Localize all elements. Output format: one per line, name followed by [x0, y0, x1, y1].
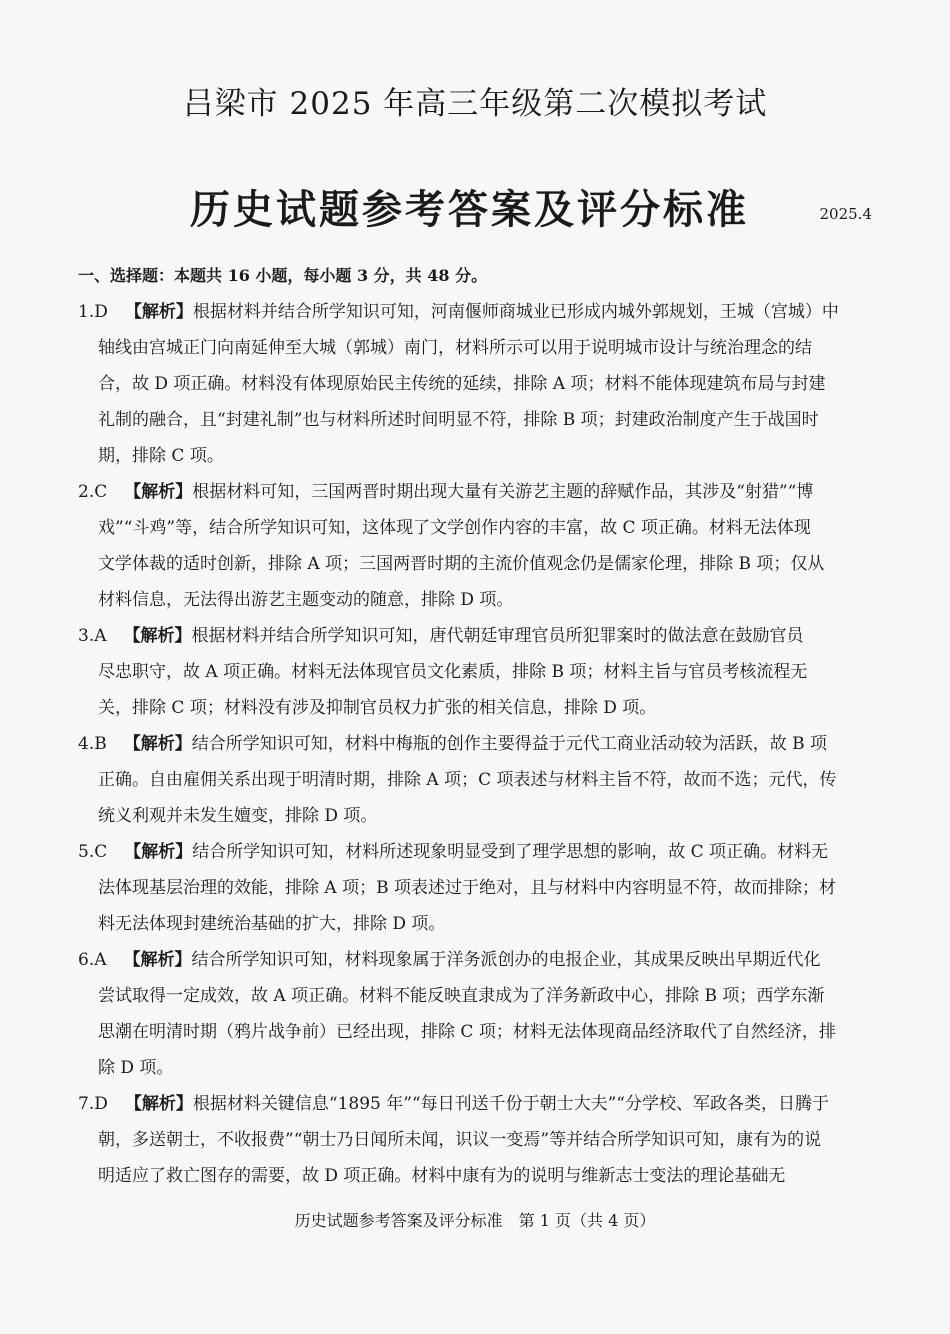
answer-item — [78, 1086, 878, 1194]
analysis-line: 材料信息，无法得出游艺主题变动的随意，排除 D 项。 — [98, 590, 514, 610]
analysis-text: 根据材料关键信息“1895 年”“每日刊送千份于朝士大夫”“分学校、军政各类，日腾于 — [192, 1094, 829, 1114]
question-number: 2. — [78, 482, 95, 502]
question-number: 3. — [78, 626, 95, 646]
answer-letter: C — [94, 842, 108, 862]
exam-title: 吕梁市 2025 年高三年级第二次模拟考试 — [182, 86, 768, 122]
analysis-line: 礼制的融合，且“封建礼制”也与材料所述时间明显不符，排除 B 项；封建政治制度产生于战国时 — [98, 410, 819, 430]
analysis-text: 根据材料可知，三国两晋时期出现大量有关游艺主题的辞赋作品，其涉及“射猎”“博 — [192, 482, 814, 502]
analysis-tag: 【解析】 — [124, 302, 193, 322]
analysis-tag: 【解析】 — [123, 734, 192, 754]
analysis-line: 戏”“斗鸡”等，结合所学知识可知，这体现了文学创作内容的丰富，故 C 项正确。材料无法体现 — [98, 518, 811, 538]
analysis-line: 朝，多送朝士，不收报费”“朝士乃日闻所未闻，识议一变焉”等并结合所学知识可知，康有为的说 — [98, 1130, 822, 1150]
answer-first-line — [78, 726, 878, 762]
answer-list — [78, 294, 878, 1194]
analysis-line: 正确。自由雇佣关系出现于明清时期，排除 A 项；C 项表述与材料主旨不符，故而不选；元代，传 — [98, 770, 837, 790]
analysis-line: 统义利观并未发生嬗变，排除 D 项。 — [98, 806, 378, 826]
answer-first-line — [78, 942, 878, 978]
analysis-line: 明适应了救亡图存的需要，故 D 项正确。材料中康有为的说明与维新志士变法的理论基础无 — [98, 1166, 786, 1186]
answer-item — [78, 618, 878, 726]
analysis-tag: 【解析】 — [123, 626, 192, 646]
question-number: 1. — [78, 302, 95, 322]
page-title: 历史试题参考答案及评分标准 — [190, 186, 749, 233]
answer-first-line — [78, 618, 878, 654]
analysis-line: 法体现基层治理的效能，排除 A 项；B 项表述过于绝对，且与材料中内容明显不符，故而排除；材 — [98, 878, 836, 898]
answer-item — [78, 942, 878, 1086]
answer-letter: D — [94, 1094, 108, 1114]
analysis-tag: 【解析】 — [123, 950, 192, 970]
analysis-tag: 【解析】 — [124, 1094, 193, 1114]
analysis-line: 关，排除 C 项；材料没有涉及抑制官员权力扩张的相关信息，排除 D 项。 — [98, 698, 657, 718]
analysis-text: 结合所学知识可知，材料中梅瓶的创作主要得益于元代工商业活动较为活跃，故 B 项 — [191, 734, 828, 754]
answer-letter: D — [94, 302, 108, 322]
analysis-line: 文学体裁的适时创新，排除 A 项；三国两晋时期的主流价值观念仍是儒家伦理，排除 B 项；仅从 — [98, 554, 825, 574]
analysis-tag: 【解析】 — [124, 842, 193, 862]
section-heading: 一、选择题：本题共 16 小题，每小题 3 分，共 48 分。 — [78, 266, 488, 285]
answer-letter: B — [94, 734, 107, 754]
question-number: 4. — [78, 734, 95, 754]
answer-first-line — [78, 474, 878, 510]
analysis-line: 思潮在明清时期（鸦片战争前）已经出现，排除 C 项；材料无法体现商品经济取代了自然经济，排 — [98, 1022, 836, 1042]
answer-letter: A — [94, 626, 107, 646]
analysis-text: 结合所学知识可知，材料现象属于洋务派创办的电报企业，其成果反映出早期近代化 — [191, 950, 821, 970]
analysis-text: 根据材料并结合所学知识可知，唐代朝廷审理官员所犯罪案时的做法意在鼓励官员 — [191, 626, 804, 646]
page-footer: 历史试题参考答案及评分标准 第 1 页（共 4 页） — [294, 1211, 656, 1230]
question-number: 5. — [78, 842, 95, 862]
analysis-line: 尽忠职守，故 A 项正确。材料无法体现官员文化素质，排除 B 项；材料主旨与官员考核流程无 — [98, 662, 808, 682]
analysis-text: 根据材料并结合所学知识可知，河南偃师商城业已形成内城外郭规划，王城（宫城）中 — [192, 302, 839, 322]
analysis-line: 料无法体现封建统治基础的扩大，排除 D 项。 — [98, 914, 446, 934]
answer-item — [78, 834, 878, 942]
answer-item — [78, 294, 878, 474]
answer-item — [78, 726, 878, 834]
answer-letter: C — [94, 482, 108, 502]
analysis-line: 期，排除 C 项。 — [98, 446, 224, 466]
answer-content — [78, 258, 878, 1194]
analysis-text: 结合所学知识可知，材料所述现象明显受到了理学思想的影响，故 C 项正确。材料无 — [192, 842, 829, 862]
analysis-tag: 【解析】 — [124, 482, 193, 502]
analysis-line: 除 D 项。 — [98, 1058, 174, 1078]
analysis-line: 轴线由宫城正门向南延伸至大城（郭城）南门，材料所示可以用于说明城市设计与统治理念的结 — [98, 338, 812, 358]
analysis-line: 合，故 D 项正确。材料没有体现原始民主传统的延续，排除 A 项；材料不能体现建筑布局与封建 — [98, 374, 826, 394]
answer-first-line — [78, 1086, 878, 1122]
question-number: 7. — [78, 1094, 95, 1114]
question-number: 6. — [78, 950, 95, 970]
exam-date: 2025.4 — [819, 205, 872, 223]
answer-letter: A — [94, 950, 107, 970]
answer-item — [78, 474, 878, 618]
answer-first-line — [78, 294, 878, 330]
answer-first-line — [78, 834, 878, 870]
analysis-line: 尝试取得一定成效，故 A 项正确。材料不能反映直隶成为了洋务新政中心，排除 B 项；西学东渐 — [98, 986, 825, 1006]
